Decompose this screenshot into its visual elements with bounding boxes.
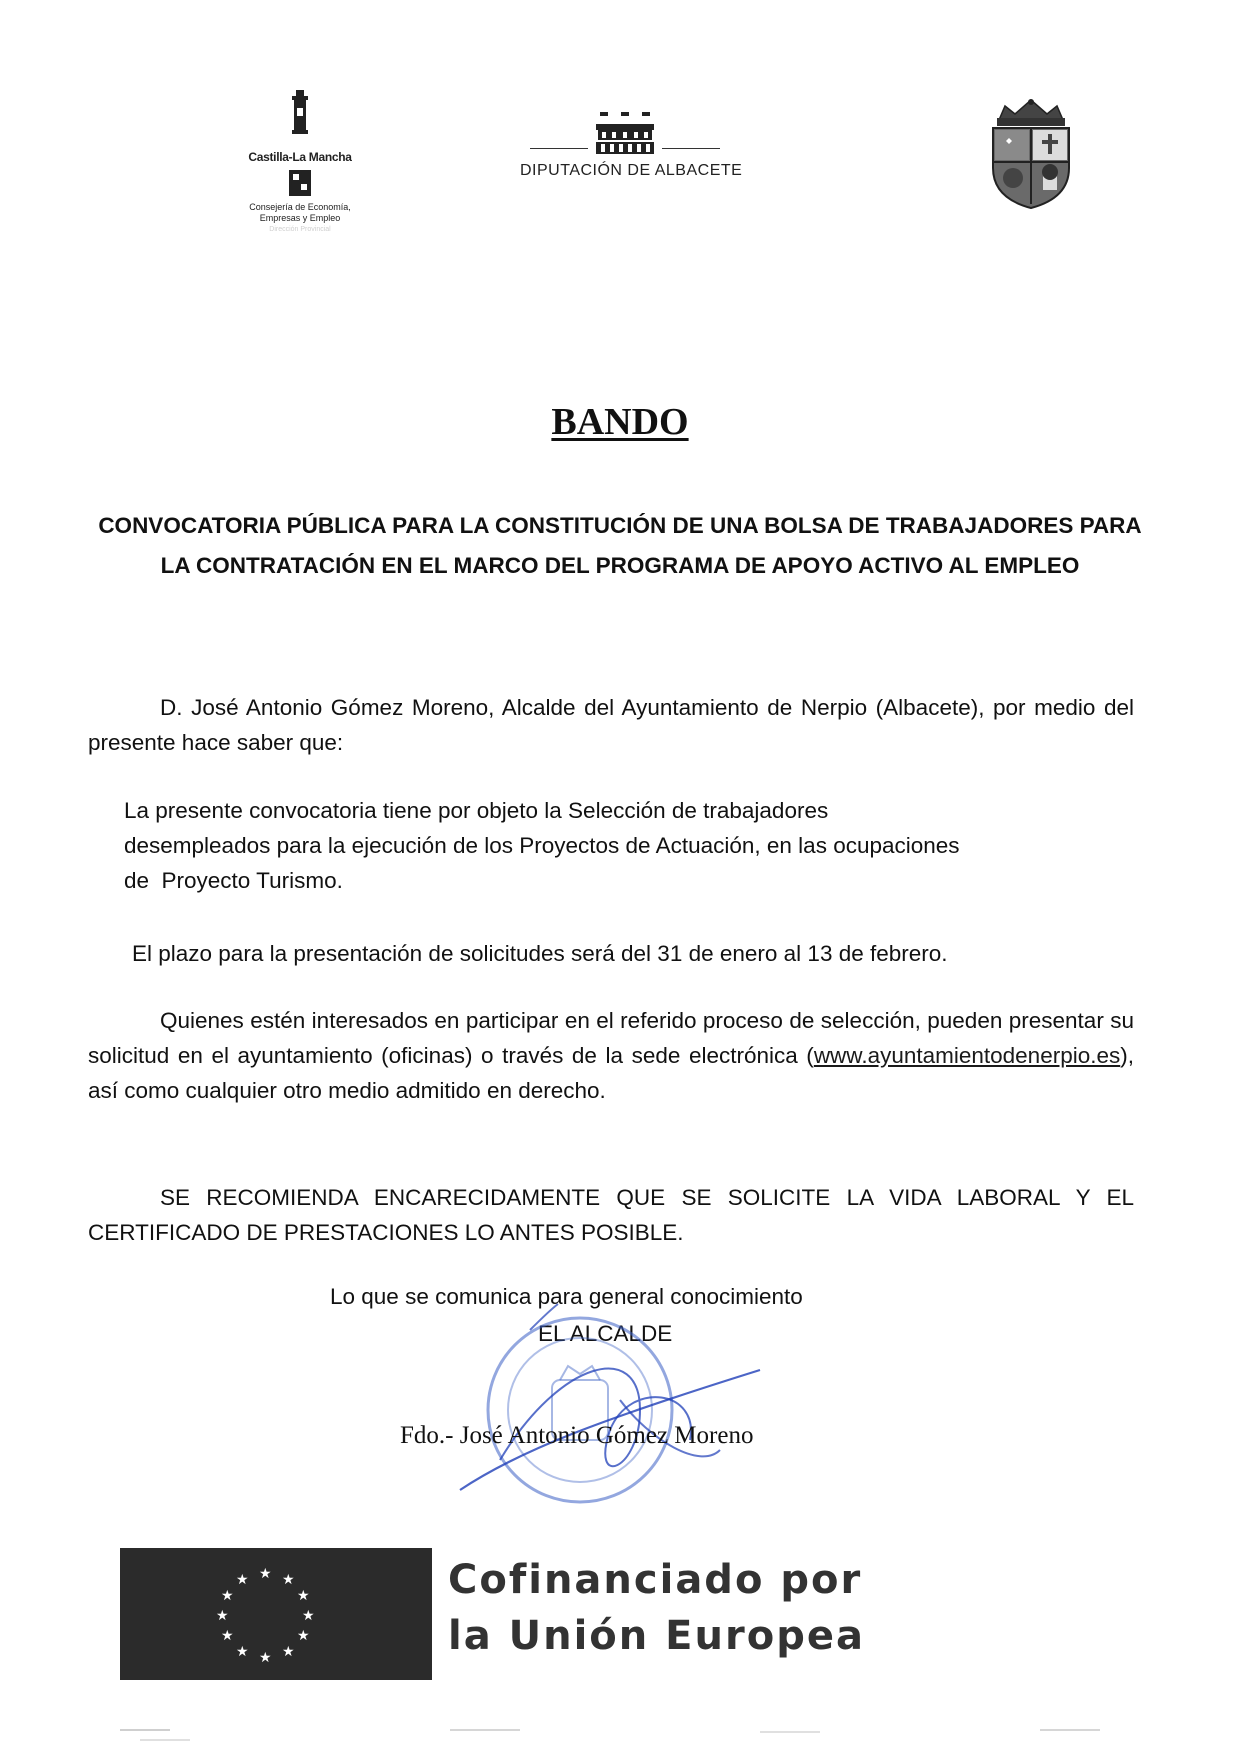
castle-tower-icon [280, 88, 320, 148]
coat-of-arms-icon [985, 98, 1077, 214]
object-paragraph [124, 793, 1124, 898]
document-title: BANDO [551, 401, 689, 443]
divider [530, 148, 588, 149]
jccm-department: Consejería de Economía, Empresas y Empleo [249, 202, 351, 223]
recommendation-paragraph: SE RECOMIENDA ENCARECIDAMENTE QUE SE SOLICITE LA VIDA LABORAL Y EL CERTIFICADO DE PRESTACIONES LO ANTES POSIBLE. [88, 1185, 1134, 1245]
svg-text:★: ★ [236, 1572, 249, 1588]
jccm-emblem-icon [285, 168, 315, 198]
diputacion-name: DIPUTACIÓN DE ALBACETE [520, 162, 743, 179]
intro-paragraph: D. José Antonio Gómez Moreno, Alcalde del Ayuntamiento de Nerpio (Albacete), por medio del presente hace saber que: [88, 695, 1134, 755]
object-line: desempleados para la ejecución de los Proyectos de Actuación, en las ocupaciones [124, 833, 960, 858]
signer-title: EL ALCALDE [538, 1321, 673, 1346]
svg-text:★: ★ [297, 1628, 310, 1644]
diputacion-logo [520, 112, 743, 180]
jccm-logo [240, 88, 360, 233]
eu-flag-icon [120, 1548, 432, 1680]
svg-text:★: ★ [259, 1650, 272, 1666]
object-line: de Proyecto Turismo. [124, 868, 343, 893]
svg-text:★: ★ [282, 1572, 295, 1588]
jccm-brand: Castilla-La Mancha [248, 150, 352, 164]
application-paragraph: Quienes estén interesados en participar en el referido proceso de selección, pueden presentar su solicitud en el ayuntamiento (oficinas) o través de la sede electrónica (www.ayuntamientodenerpio.es), así como cualquier otro medio admitido en derecho. [88, 1008, 1134, 1103]
eu-text-line: Cofinanciado por [448, 1557, 863, 1603]
website-link[interactable]: www.ayuntamientodenerpio.es [813, 1043, 1121, 1068]
divider [662, 148, 720, 149]
signature-line: Fdo.- José Antonio Gómez Moreno [400, 1422, 754, 1449]
jccm-faint-text: Dirección Provincial [269, 226, 331, 233]
svg-text:★: ★ [297, 1588, 310, 1604]
building-icon [594, 112, 656, 156]
svg-text:★: ★ [259, 1566, 272, 1582]
document-subject: CONVOCATORIA PÚBLICA PARA LA CONSTITUCIÓN DE UNA BOLSA DE TRABAJADORES PARA LA CONTRATACIÓN EN EL MARCO DEL PROGRAMA DE APOYO ACTIVO AL EMPLEO [98, 513, 1142, 578]
svg-text:★: ★ [282, 1644, 295, 1660]
svg-text:★: ★ [221, 1628, 234, 1644]
svg-text:★: ★ [216, 1608, 229, 1624]
scan-artifacts [0, 1718, 1240, 1748]
eu-text-line: la Unión Europea [448, 1613, 865, 1659]
eu-cofinancing-text [448, 1552, 865, 1664]
deadline-paragraph: El plazo para la presentación de solicitudes será del 31 de enero al 13 de febrero. [132, 941, 948, 966]
svg-text:★: ★ [236, 1644, 249, 1660]
svg-text:★: ★ [221, 1588, 234, 1604]
object-line: La presente convocatoria tiene por objeto la Selección de trabajadores [124, 798, 829, 823]
svg-text:★: ★ [302, 1608, 315, 1624]
closing-line: Lo que se comunica para general conocimiento [330, 1284, 803, 1309]
